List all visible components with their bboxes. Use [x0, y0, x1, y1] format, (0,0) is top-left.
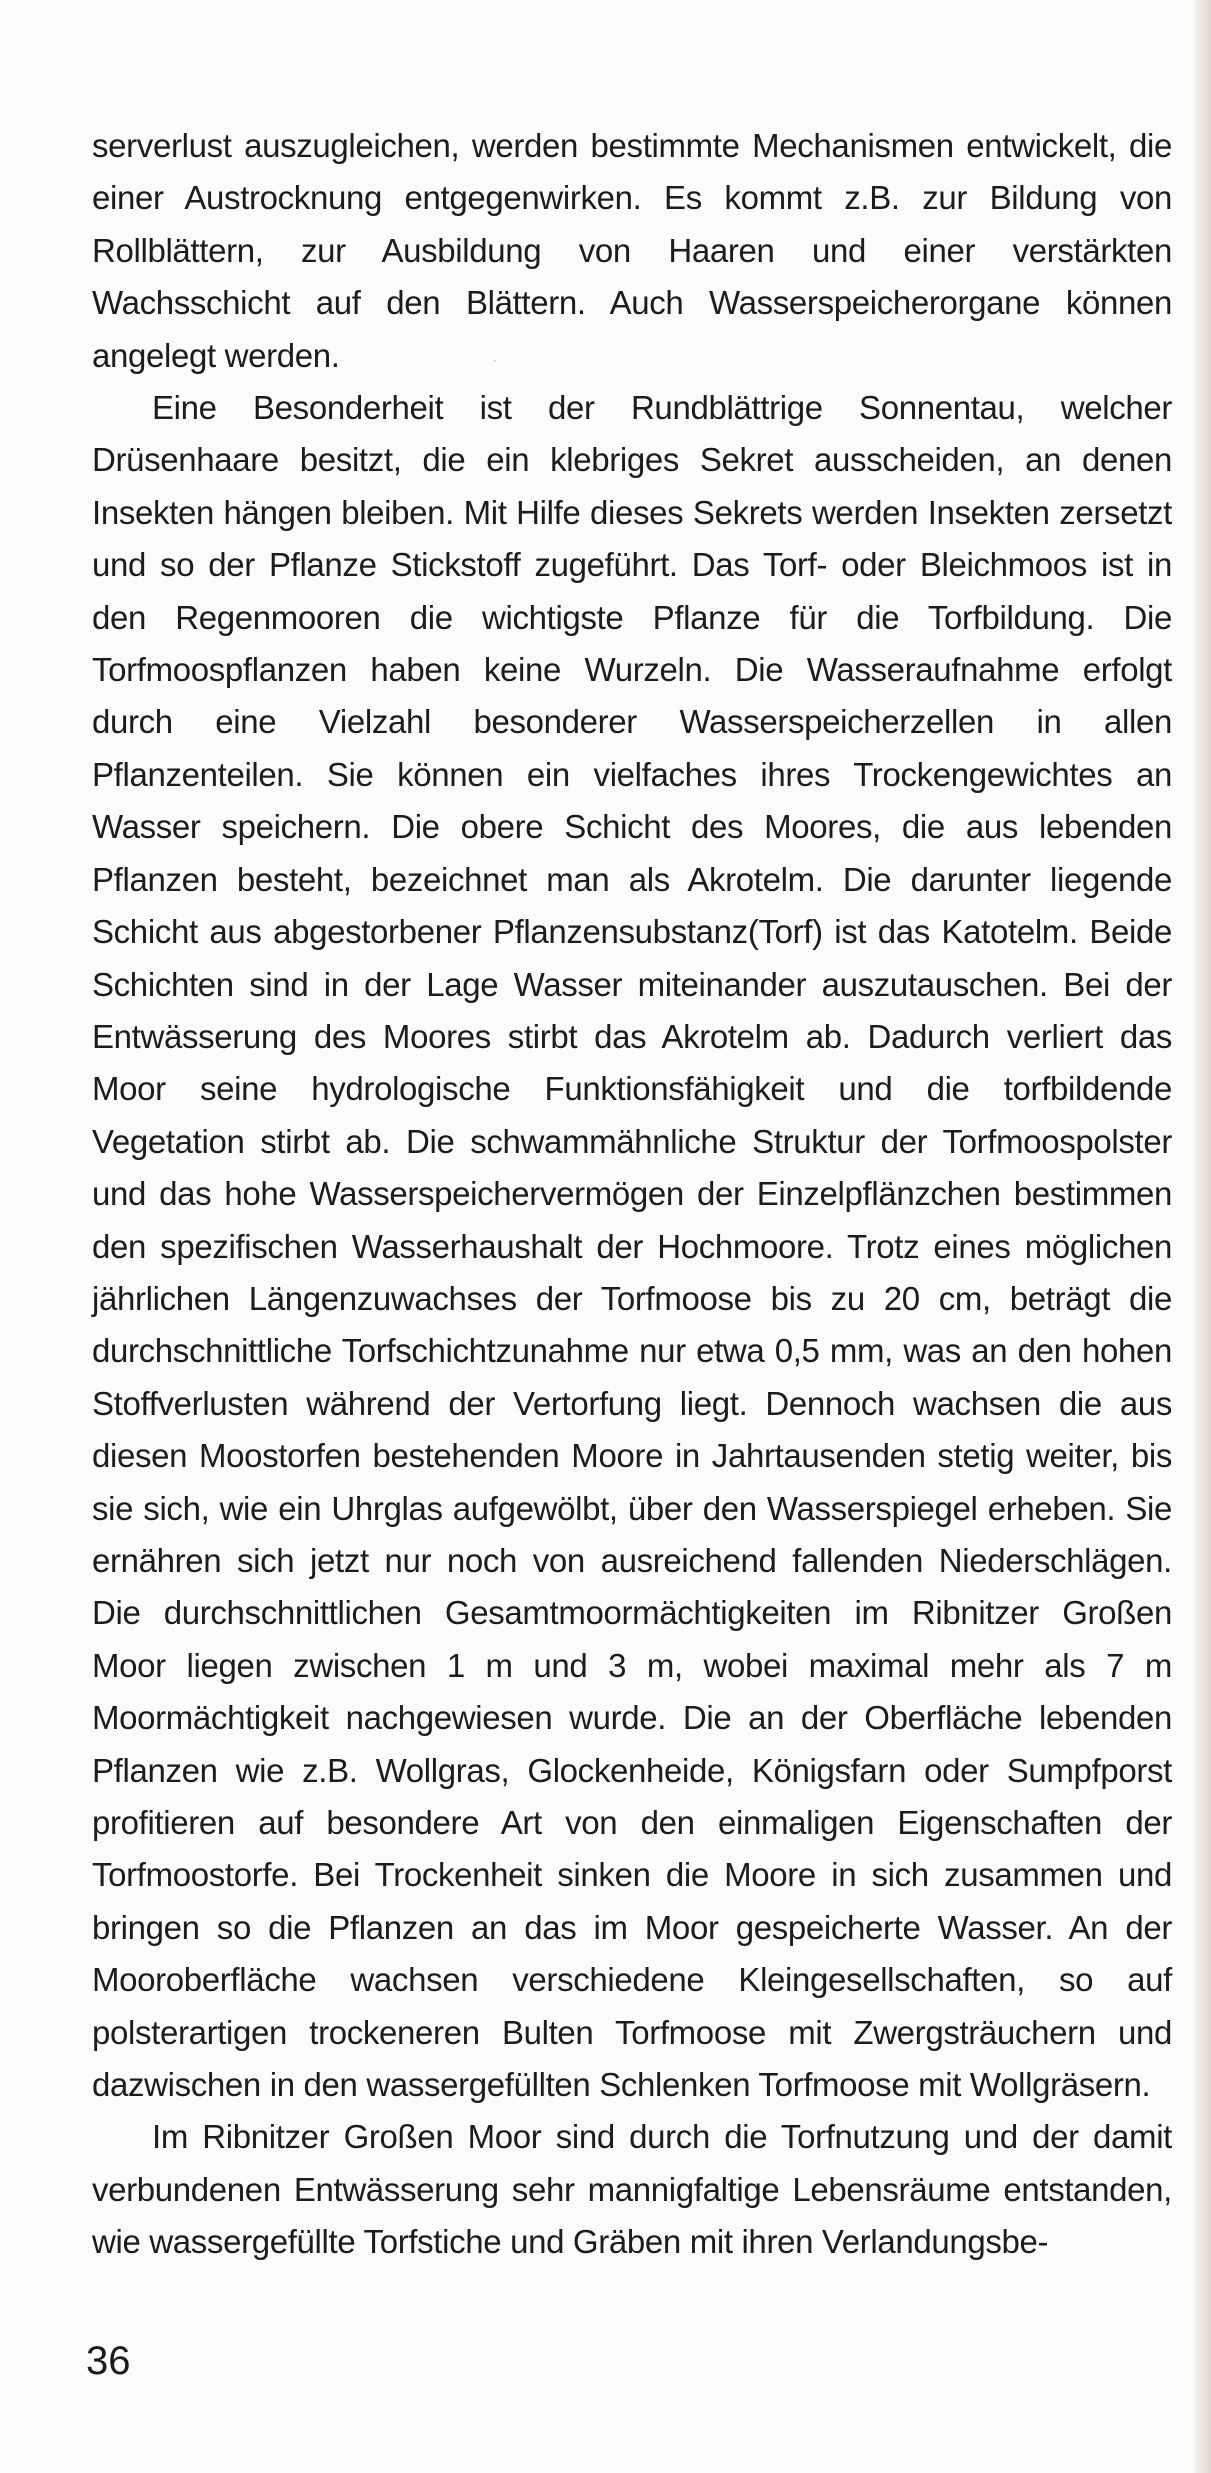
paragraph-ribnitz-moor: Im Ribnitzer Großen Moor sind durch die Torfnutzung und der damit verbundenen Entwässerung sehr mannigfaltige Lebensräume entstanden, wie wassergefüllte Torfstiche und Gräben mit ihren Verlandungsbe-	[92, 2118, 1172, 2261]
paragraph-sundew-peat-moss: Eine Besonderheit ist der Rundblättrige Sonnentau, welcher Drüsenhaare besitzt, die ein klebriges Sekret ausscheiden, an denen Insekten hängen bleiben. Mit Hilfe dieses Sekrets werden Insekten zersetzt und so der Pflanze Stickstoff zugeführt. Das Torf- oder Bleichmoos ist in den Regenmooren die wichtigste Pflanze für die Torfbildung. Die Torfmoospflanzen haben keine Wurzeln. Die Wasseraufnahme erfolgt durch eine Vielzahl besonderer Wasserspeicherzellen in allen Pflanzenteilen. Sie können ein vielfaches ihres Trockengewichtes an Wasser speichern. Die obere Schicht des Moores, die aus lebenden Pflanzen besteht, bezeichnet man als Akrotelm. Die darunter liegende Schicht aus abgestorbener Pflanzensubstanz(Torf) ist das Katotelm. Beide Schichten sind in der Lage Wasser miteinander auszutauschen. Bei der Entwässerung des Moores stirbt das Akrotelm ab. Dadurch verliert das Moor seine hydrologische Funktionsfähigkeit und die torfbildende Vegetation stirbt ab. Die schwammähnliche Struktur der Torfmoospolster und das hohe Wasserspeichervermögen der Einzelpflänzchen bestimmen den spezifischen Wasserhaushalt der Hochmoore. Trotz eines möglichen jährlichen Längenzuwachses der Torfmoose bis zu 20 cm, beträgt die durchschnittliche Torfschichtzunahme nur etwa 0,5 mm, was an den hohen Stoffverlusten während der Vertorfung liegt. Dennoch wachsen die aus diesen Moostorfen bestehenden Moore in Jahrtausenden stetig weiter, bis sie sich, wie ein Uhrglas aufgewölbt, über den Wasserspiegel erheben. Sie ernähren sich jetzt nur noch von ausreichend fallenden Niederschlägen. Die durchschnittlichen Gesamtmoormächtigkeiten im Ribnitzer Großen Moor liegen zwischen 1 m und 3 m, wobei maximal mehr als 7 m Moormächtigkeit nachgewiesen wurde. Die an der Oberfläche lebenden Pflanzen wie z.B. Wollgras, Glockenheide, Königsfarn oder Sumpfporst profitieren auf besondere Art von den einmaligen Eigenschaften der Torfmoostorfe. Bei Trockenheit sinken die Moore in sich zusammen und bringen so die Pflanzen an das im Moor gespeicherte Wasser. An der Mooroberfläche wachsen verschiedene Kleingesellschaften, so auf polsterartigen trockeneren Bulten Torfmoose mit Zwergsträuchern und dazwischen in den wassergefüllten Schlenken Torfmoose mit Wollgräsern.	[92, 389, 1172, 2104]
body-text	[92, 120, 1172, 2269]
page-number: 36	[86, 2339, 131, 2383]
page-edge-shadow	[1195, 0, 1211, 2473]
paragraph-continued: serverlust auszugleichen, werden bestimmte Mechanismen entwickelt, die einer Austrocknung entgegenwirken. Es kommt z.B. zur Bildung von Rollblättern, zur Ausbildung von Haaren und einer verstärkten Wachsschicht auf den Blättern. Auch Wasserspeicherorgane können angelegt werden.	[92, 127, 1172, 374]
